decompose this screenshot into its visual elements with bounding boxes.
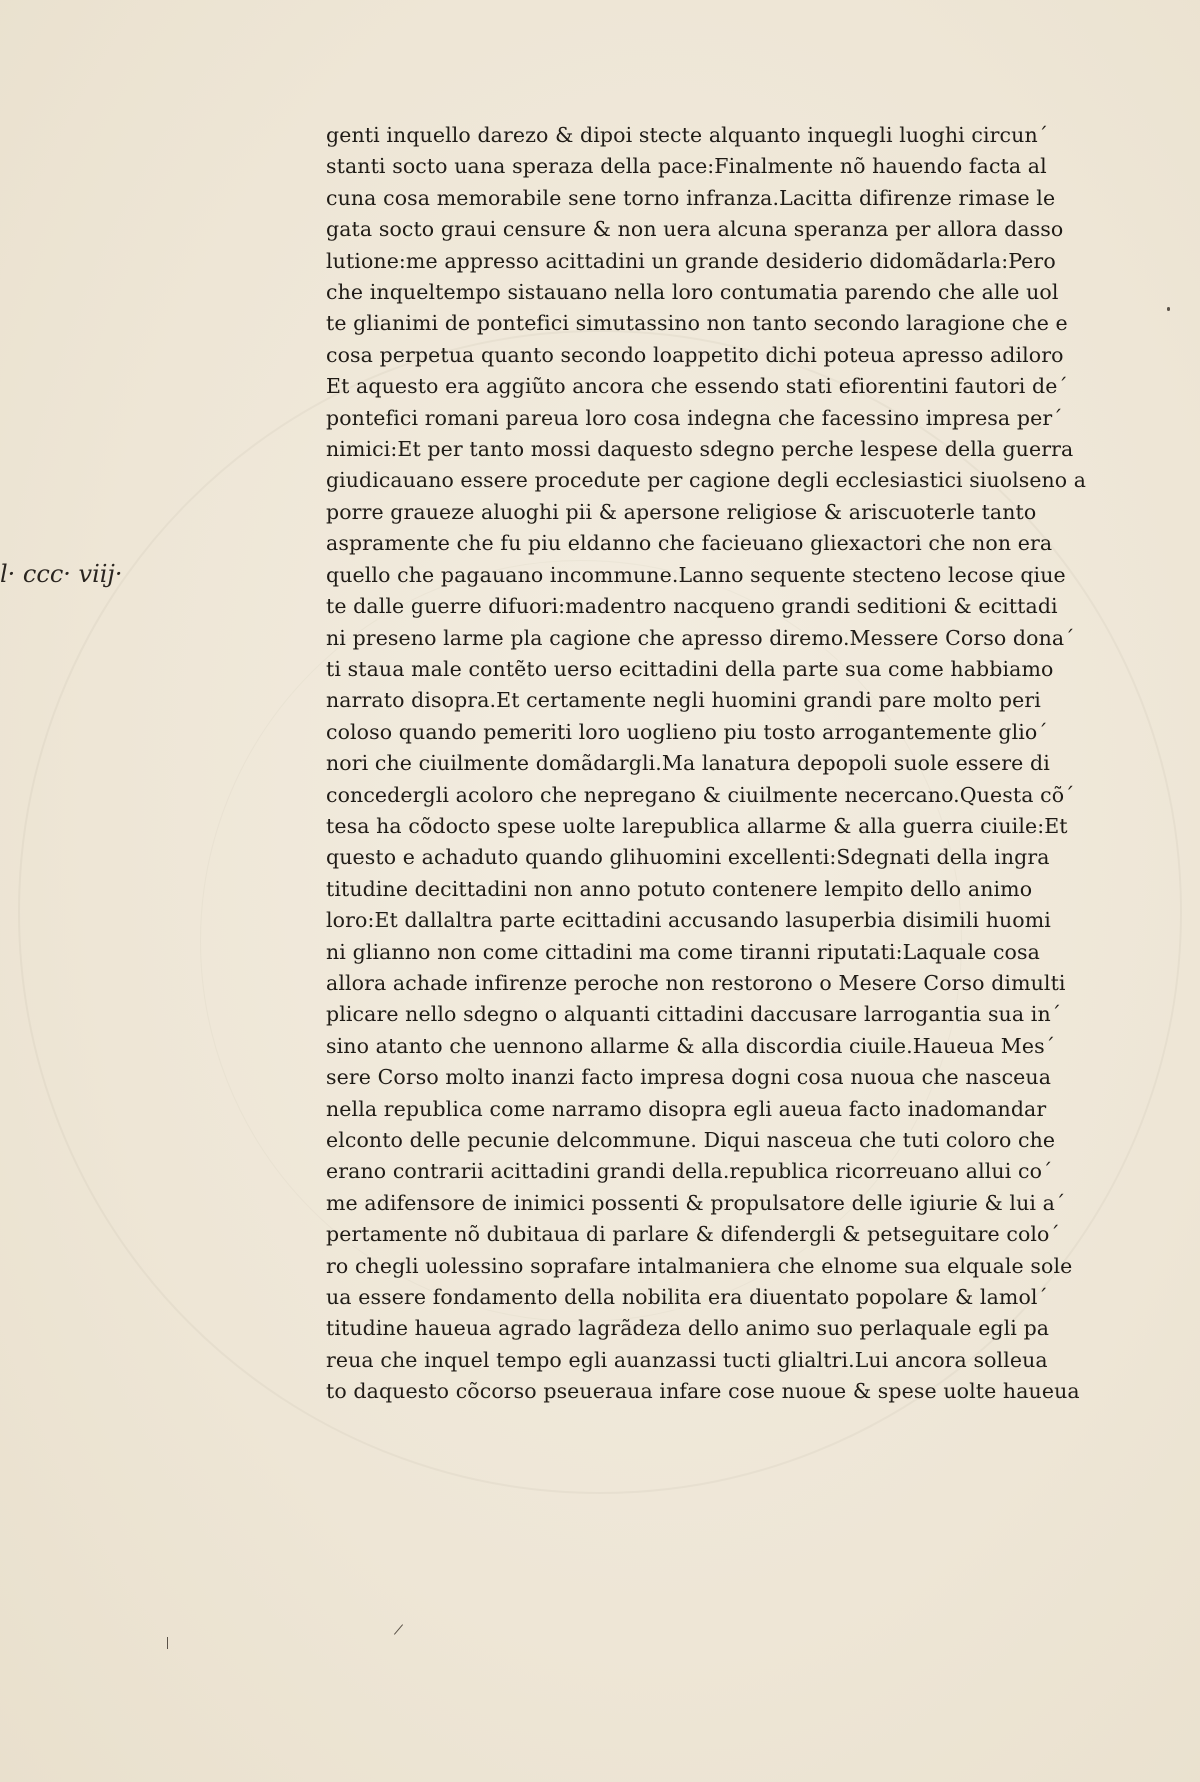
- text-line: nella republica come narramo disopra egli aueua facto inadomandar: [326, 1096, 1047, 1121]
- text-line: aspramente che fu piu eldanno che facieuano gliexactori che non era: [326, 531, 1053, 556]
- ink-speck: [394, 1624, 403, 1635]
- text-line: questo e achaduto quando glihuomini excellenti:Sdegnati della ingra: [326, 845, 1050, 870]
- text-line: pertamente nõ dubitaua di parlare & difendergli & petseguitare colo´: [326, 1222, 1060, 1247]
- ink-speck: [167, 1637, 168, 1649]
- text-line: elconto delle pecunie delcommune. Diqui nasceua che tuti coloro che: [326, 1128, 1056, 1152]
- text-line: loro:Et dallaltra parte ecittadini accusando lasuperbia disimili huomi: [326, 908, 1051, 933]
- text-line: reua che inquel tempo egli auanzassi tucti glialtri.Lui ancora solleua: [326, 1347, 1048, 1372]
- text-line: genti inquello darezo & dipoi stecte alquanto inquegli luoghi circun´: [326, 123, 1049, 147]
- text-line: stanti socto uana speraza della pace:Finalmente nõ hauendo facta al: [326, 154, 1047, 179]
- body-text: [326, 120, 1086, 1408]
- text-line: Et aquesto era aggiũto ancora che essendo stati efiorentini fautori de´: [326, 374, 1068, 399]
- text-line: me adifensore de inimici possenti & propulsatore delle igiurie & lui a´: [326, 1190, 1066, 1215]
- text-line: nori che ciuilmente domãdargli.Ma lanatura depopoli suole essere di: [326, 751, 1050, 776]
- text-line: quello che pagauano incommune.Lanno sequente stecteno lecose qiue: [326, 562, 1066, 587]
- text-line: sino atanto che uennono allarme & alla discordia ciuile.Haueua Mes´: [326, 1033, 1056, 1058]
- text-line: ro chegli uolessino soprafare intalmaniera che elnome sua elquale sole: [326, 1253, 1073, 1278]
- text-line: cosa perpetua quanto secondo loappetito dichi poteua apresso adiloro: [326, 342, 1064, 367]
- text-line: ni glianno non come cittadini ma come tiranni riputati:Laquale cosa: [326, 939, 1040, 964]
- text-line: concedergli acoloro che nepregano & ciuilmente necercano.Questa cõ´: [326, 782, 1075, 807]
- text-line: lutione:me appresso acittadini un grande desiderio didomãdarla:Pero: [326, 248, 1056, 273]
- text-line: gata socto graui censure & non uera alcuna speranza per allora dasso: [326, 217, 1064, 242]
- text-line: erano contrarii acittadini grandi della.republica ricorreuano allui co´: [326, 1159, 1053, 1184]
- text-line: allora achade infirenze peroche non restorono o Mesere Corso dimulti: [326, 970, 1066, 995]
- text-line: nimici:Et per tanto mossi daquesto sdegno perche lespese della guerra: [326, 437, 1074, 462]
- text-line: ti staua male contẽto uerso ecittadini della parte sua come habbiamo: [326, 656, 1054, 681]
- text-line: titudine decittadini non anno potuto contenere lempito dello animo: [326, 876, 1033, 901]
- text-line: che inqueltempo sistauano nella loro contumatia parendo che alle uol: [326, 280, 1059, 305]
- text-line: ni preseno larme pla cagione che apresso diremo.Messere Corso dona´: [326, 625, 1075, 650]
- text-line: ua essere fondamento della nobilita era diuentato popolare & lamol´: [326, 1285, 1048, 1310]
- text-line: coloso quando pemeriti loro uoglieno piu tosto arrogantemente glio´: [326, 719, 1048, 744]
- text-line: titudine haueua agrado lagrãdeza dello animo suo perlaquale egli pa: [326, 1316, 1050, 1341]
- text-line: te glianimi de pontefici simutassino non tanto secondo laragione che e: [326, 311, 1068, 336]
- text-line: plicare nello sdegno o alquanti cittadini daccusare larrogantia sua in´: [326, 1002, 1062, 1027]
- text-line: narrato disopra.Et certamente negli huomini grandi pare molto peri: [326, 688, 1041, 713]
- text-line: te dalle guerre difuori:madentro nacqueno grandi seditioni & ecittadi: [326, 594, 1058, 619]
- text-line: tesa ha cõdocto spese uolte larepublica allarme & alla guerra ciuile:Et: [326, 813, 1068, 838]
- text-line: porre graueze aluoghi pii & apersone religiose & ariscuoterle tanto: [326, 499, 1037, 524]
- text-line: cuna cosa memorabile sene torno infranza.Lacitta difirenze rimase le: [326, 185, 1056, 210]
- text-line: pontefici romani pareua loro cosa indegna che facessino impresa per´: [326, 405, 1063, 430]
- text-line: giudicauano essere procedute per cagione degli ecclesiastici siuolseno a: [326, 468, 1087, 493]
- ink-speck: [1167, 307, 1170, 311]
- text-line: to daquesto cõcorso pseueraua infare cose nuoue & spese uolte haueua: [326, 1379, 1080, 1404]
- margin-folio-note: l· ccc· viij·: [0, 560, 123, 588]
- text-line: sere Corso molto inanzi facto impresa dogni cosa nuoua che nasceua: [326, 1065, 1052, 1090]
